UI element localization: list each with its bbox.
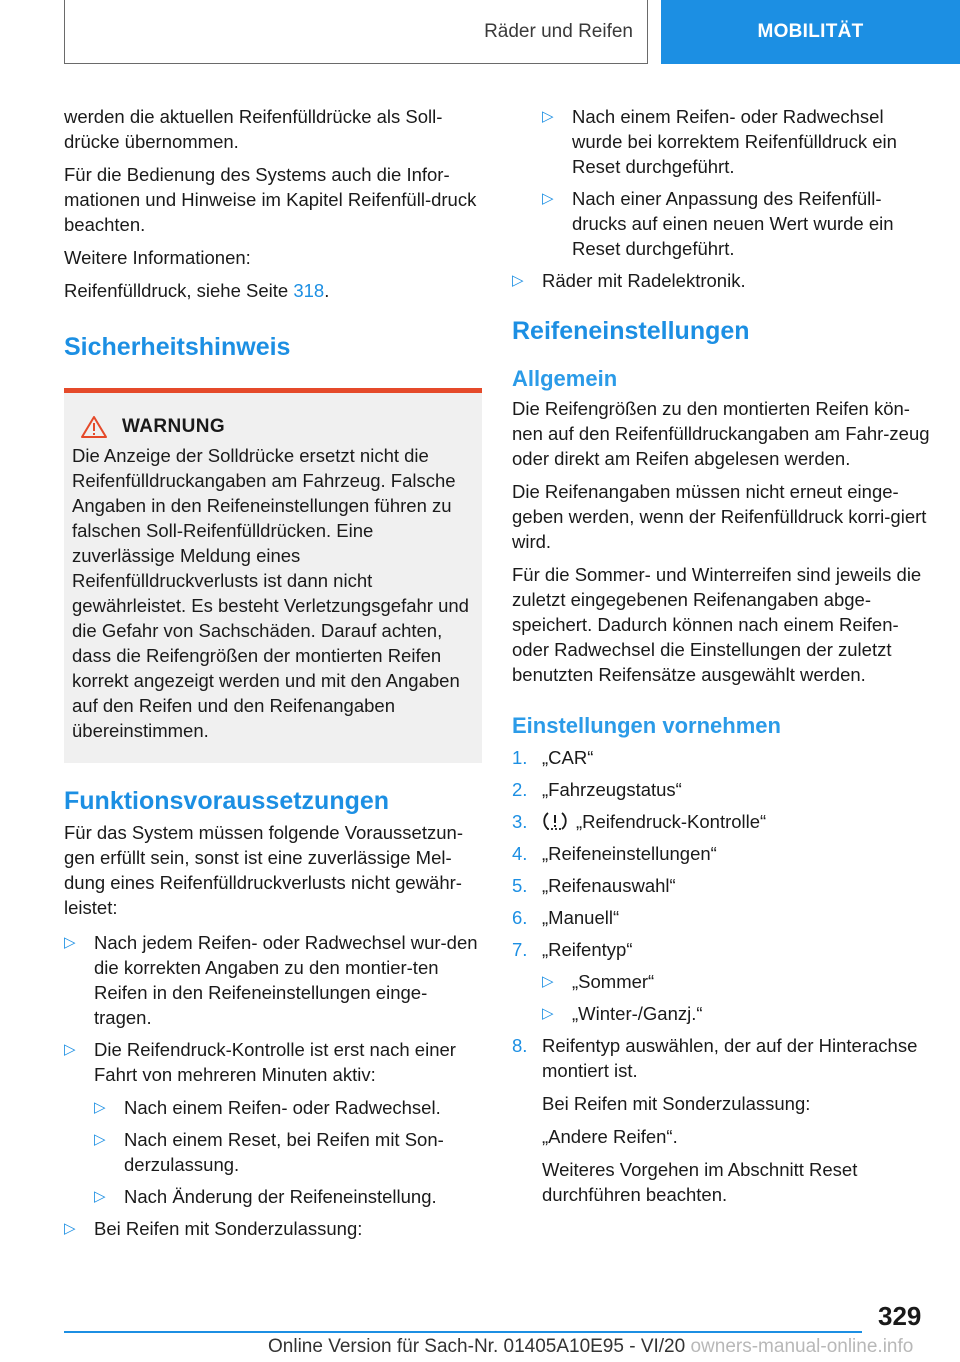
list-item: ▷ „Sommer“: [542, 971, 655, 992]
step-item: 4. „Reifeneinstellungen“: [512, 843, 717, 864]
tire-pressure-warning-icon: [542, 811, 568, 831]
general-paragraph: Die Reifengrößen zu den montierten Reifen kön-nen auf den Reifenfülldruckangaben am Fahr-zeug oder direkt am Reifen abgelesen werden.: [512, 398, 930, 469]
step-note: Bei Reifen mit Sonderzulassung:: [542, 1093, 811, 1114]
tire-type-options: [542, 969, 930, 1026]
header-section-title: Räder und Reifen: [64, 0, 648, 64]
watermark-text: owners-manual-online.info: [690, 1336, 914, 1357]
intro-paragraph: Für die Bedienung des Systems auch die Infor-mationen und Hinweise im Kapitel Reifenfüll-druck beachten.: [64, 164, 477, 235]
requirements-list: [64, 930, 482, 1241]
function-paragraph: Für das System müssen folgende Voraussetzun-gen erfüllt sein, sonst ist eine zuverlässige Mel-dung eines Reifenfülldruckverlusts nicht gewähr-leistet:: [64, 822, 463, 918]
list-item: ▷ Nach einem Reifen- oder Radwechsel.: [94, 1097, 441, 1118]
left-column: [64, 104, 482, 1248]
header-chapter-tab: MOBILITÄT: [661, 0, 960, 64]
function-heading: Funktionsvoraussetzungen: [64, 787, 390, 815]
list-item: ▷ Bei Reifen mit Sonderzulassung:: [64, 1218, 363, 1239]
list-item: ▷ Nach Änderung der Reifeneinstellung.: [94, 1186, 437, 1207]
bullet-triangle-icon: ▷: [542, 973, 554, 990]
bullet-triangle-icon: ▷: [542, 1005, 554, 1022]
continued-list: [512, 268, 930, 293]
sub-list: [94, 1095, 482, 1209]
warning-title: WARNUNG: [122, 416, 226, 437]
continued-sub-list: [512, 104, 930, 261]
bullet-triangle-icon: ▷: [64, 934, 76, 951]
warning-box: [64, 388, 482, 763]
general-heading: Allgemein: [512, 366, 618, 391]
warning-text: Die Anzeige der Solldrücke ersetzt nicht die Reifenfülldruckangaben am Fahrzeug. Falsche Angaben in den Reifeneinstellungen führen zu falschen Soll-Reifenfülldrücken. Eine zuverlässige Meldung eines Reifenfülldruckverlusts ist dann nicht gewährleistet. Es besteht Verletzungsgefahr und die Gefahr von Sachschäden. Darauf achten, dass die Reifengrößen der montierten Reifen korrekt angezeigt werden und mit den Angaben auf den Reifen und den Reifenangaben übereinstimmen.: [72, 445, 469, 741]
bullet-triangle-icon: ▷: [64, 1041, 76, 1058]
list-item: ▷ „Winter-/Ganzj.“: [542, 1003, 703, 1024]
bullet-triangle-icon: ▷: [64, 1220, 76, 1237]
warning-triangle-icon: [80, 415, 108, 439]
page-number: 329: [878, 1301, 922, 1331]
list-item: ▷ Nach jedem Reifen- oder Radwechsel wur-den die korrekten Angaben zu den montier-ten Reifen in den Reifeneinstellungen einge-tragen.: [64, 932, 478, 1028]
list-item: ▷ Die Reifendruck-Kontrolle ist erst nach einer Fahrt von mehreren Minuten aktiv: ▷ Nach einem Reifen- oder Radwechsel. ▷ Nach einem Reset, bei Reifen mit Son-derzulassung. ▷ Nach Änderung der Reifeneinstellung.: [64, 1037, 482, 1209]
settings-heading: Reifeneinstellungen: [512, 317, 750, 345]
step-item: 3. „Reifendruck-Kontrolle“: [512, 811, 767, 832]
right-column: [512, 104, 930, 1215]
bullet-triangle-icon: ▷: [94, 1099, 106, 1116]
footer-divider: [64, 1331, 862, 1333]
general-paragraph: Für die Sommer- und Winterreifen sind jeweils die zuletzt eingegebenen Reifenangaben abge-speichert. Dadurch können nach einem Reifen-oder Radwechsel die Einstellungen der zuletzt benutzten Reifensätze ausgewählt werden.: [512, 564, 922, 685]
steps-heading: Einstellungen vornehmen: [512, 713, 781, 738]
list-item: ▷ Nach einem Reifen- oder Radwechsel wurde bei korrektem Reifenfülldruck ein Reset durchgeführt.: [542, 106, 897, 177]
warning-header: [72, 415, 474, 439]
step-note: Weiteres Vorgehen im Abschnitt Reset durchführen beachten.: [542, 1159, 858, 1205]
list-item: ▷ Nach einer Anpassung des Reifenfüll-drucks auf einen neuen Wert wurde ein Reset durchgeführt.: [542, 188, 894, 259]
intro-paragraph: werden die aktuellen Reifenfülldrücke als Soll-drücke übernommen.: [64, 106, 443, 152]
step-item: 1. „CAR“: [512, 747, 594, 768]
intro-paragraph: Weitere Informationen:: [64, 247, 251, 268]
steps-list: [512, 745, 930, 1207]
bullet-triangle-icon: ▷: [94, 1131, 106, 1148]
step-item: 5. „Reifenauswahl“: [512, 875, 676, 896]
page-reference: Reifenfülldruck, siehe Seite 318.: [64, 280, 330, 301]
general-paragraph: Die Reifenangaben müssen nicht erneut einge-geben werden, wenn der Reifenfülldruck korri-giert wird.: [512, 481, 927, 552]
step-item: 8. Reifentyp auswählen, der auf der Hinterachse montiert ist. Bei Reifen mit Sonderzulassung: „Andere Reifen“. Weiteres Vorgehen im Abschnitt Reset durchführen beachten.: [512, 1033, 930, 1207]
step-note: „Andere Reifen“.: [542, 1126, 678, 1147]
step-item: 2. „Fahrzeugstatus“: [512, 779, 682, 800]
footer-text: Online Version für Sach-Nr. 01405A10E95 - VI/20 owners-manual-online.info: [268, 1336, 914, 1357]
list-item: ▷ Nach einem Reset, bei Reifen mit Son-derzulassung.: [94, 1129, 444, 1175]
list-item: ▷ Räder mit Radelektronik.: [512, 270, 746, 291]
bullet-triangle-icon: ▷: [542, 190, 554, 207]
page-reference-link[interactable]: 318: [293, 280, 325, 301]
bullet-triangle-icon: ▷: [512, 272, 524, 289]
step-item: 7. „Reifentyp“ ▷ „Sommer“ ▷ „Winter-/Ganzj.“: [512, 937, 930, 1026]
bullet-triangle-icon: ▷: [94, 1188, 106, 1205]
bullet-triangle-icon: ▷: [542, 108, 554, 125]
safety-heading: Sicherheitshinweis: [64, 333, 291, 361]
step-item: 6. „Manuell“: [512, 907, 620, 928]
